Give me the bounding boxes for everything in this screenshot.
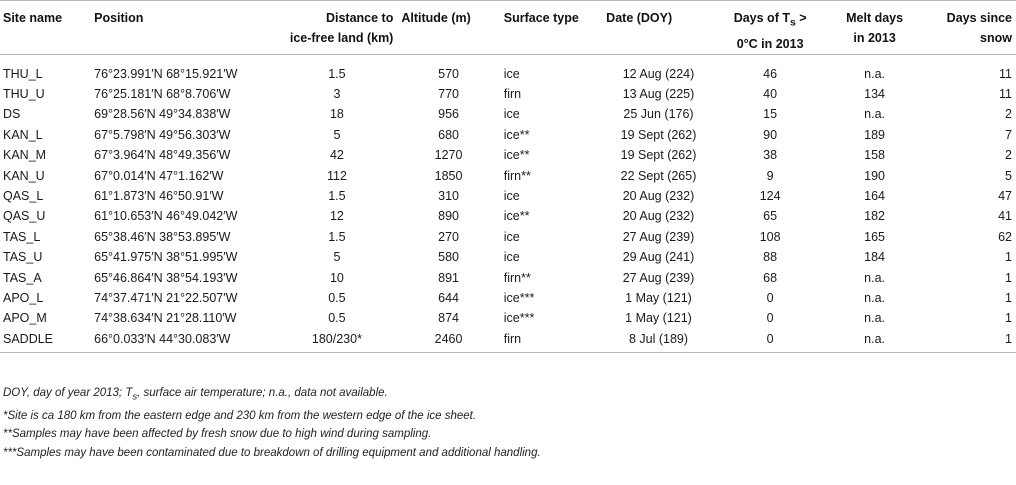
cell-site-name: QAS_L bbox=[3, 189, 44, 204]
cell-surface-type: ice bbox=[503, 250, 520, 265]
cell-date: 20 Aug (232) bbox=[622, 189, 695, 204]
cell-date: 27 Aug (239) bbox=[622, 229, 695, 244]
cell-site-name: QAS_U bbox=[3, 209, 46, 224]
cell-distance: 10 bbox=[329, 270, 344, 285]
cell-altitude: 644 bbox=[438, 290, 459, 305]
cell-altitude: 1270 bbox=[434, 148, 463, 163]
header-days-ts: Days of $T_s$ > 0°C in 2013 bbox=[715, 1, 826, 55]
cell-melt-days: 182 bbox=[864, 209, 886, 224]
cell-days-since-snow: 2 bbox=[1005, 148, 1012, 163]
cell-position: 65°41.975′N 38°51.995′W bbox=[94, 250, 238, 265]
cell-days-since-snow: 11 bbox=[999, 87, 1012, 102]
cell-position: 67°5.798′N 49°56.303′W bbox=[94, 127, 231, 142]
cell-melt-days: n.a. bbox=[864, 311, 886, 326]
header-row bbox=[0, 1, 1016, 55]
cell-date: 19 Sept (262) bbox=[620, 148, 697, 163]
cell-altitude: 2460 bbox=[397, 329, 499, 353]
footnote-double-star: **Samples may have been affected by fresh snow due to high wind during sampling. bbox=[3, 428, 432, 441]
cell-altitude: 570 bbox=[438, 66, 459, 81]
cell-melt-days: 165 bbox=[864, 229, 886, 244]
cell-melt-days: n.a. bbox=[864, 270, 886, 285]
cell-surface-type: ice** bbox=[503, 209, 530, 224]
cell-days-since-snow: 2 bbox=[1005, 107, 1012, 122]
cell-position: 74°37.471′N 21°22.507′W bbox=[94, 290, 238, 305]
cell-days-ts: 0 bbox=[766, 290, 774, 305]
table-row bbox=[0, 308, 1016, 328]
cell-melt-days: 164 bbox=[864, 189, 886, 204]
cell-melt-days: 189 bbox=[864, 127, 886, 142]
header-date: Date (DOY) bbox=[602, 1, 715, 55]
cell-distance: 42 bbox=[329, 148, 344, 163]
table-row bbox=[0, 165, 1016, 185]
cell-date: 13 Aug (225) bbox=[622, 87, 695, 102]
footnote-single-star: *Site is ca 180 km from the eastern edge and 230 km from the western edge of the ice sheet. bbox=[3, 409, 477, 422]
table-row bbox=[0, 186, 1016, 206]
cell-surface-type: ice bbox=[503, 107, 520, 122]
cell-date: 8 Jul (189) bbox=[602, 329, 715, 353]
cell-days-ts: 46 bbox=[763, 66, 778, 81]
table-row bbox=[0, 64, 1016, 84]
cell-date: 27 Aug (239) bbox=[622, 270, 695, 285]
cell-altitude: 956 bbox=[438, 107, 459, 122]
table-footnotes bbox=[3, 384, 1003, 462]
table-row bbox=[0, 227, 1016, 247]
cell-position: 65°46.864′N 38°54.193′W bbox=[94, 270, 238, 285]
cell-surface-type: firn** bbox=[503, 270, 531, 285]
cell-position: 69°28.56′N 49°34.838′W bbox=[94, 107, 231, 122]
cell-days-ts: 0 bbox=[715, 329, 826, 353]
cell-days-ts: 40 bbox=[763, 87, 778, 102]
cell-site-name: KAN_L bbox=[3, 127, 43, 142]
cell-date: 25 Jun (176) bbox=[623, 107, 694, 122]
cell-position: 67°3.964′N 48°49.356′W bbox=[94, 148, 231, 163]
cell-position: 61°10.653′N 46°49.042′W bbox=[94, 209, 238, 224]
table-spacer bbox=[0, 54, 1016, 64]
cell-days-ts: 108 bbox=[759, 229, 781, 244]
cell-distance: 3 bbox=[333, 87, 341, 102]
cell-days-ts: 38 bbox=[763, 148, 778, 163]
cell-altitude: 890 bbox=[438, 209, 459, 224]
cell-surface-type: firn** bbox=[503, 168, 531, 183]
cell-days-since-snow: 41 bbox=[998, 209, 1012, 224]
cell-distance: 0.5 bbox=[328, 290, 346, 305]
table-row bbox=[0, 145, 1016, 165]
cell-days-since-snow: 62 bbox=[998, 229, 1012, 244]
cell-distance: 1.5 bbox=[328, 66, 346, 81]
header-days-since-snow: Days since snow bbox=[924, 1, 1016, 55]
cell-date: 20 Aug (232) bbox=[622, 209, 695, 224]
table-row bbox=[0, 267, 1016, 287]
cell-altitude: 310 bbox=[438, 189, 459, 204]
cell-melt-days: 184 bbox=[864, 250, 886, 265]
cell-surface-type: ice bbox=[503, 66, 520, 81]
cell-surface-type: ice bbox=[503, 189, 520, 204]
cell-position: 74°38.634′N 21°28.110′W bbox=[94, 311, 237, 326]
cell-days-since-snow: 1 bbox=[1005, 250, 1012, 265]
cell-date: 19 Sept (262) bbox=[620, 127, 697, 142]
cell-site-name: SADDLE bbox=[0, 329, 90, 353]
cell-days-ts: 0 bbox=[766, 311, 774, 326]
cell-site-name: KAN_U bbox=[3, 168, 45, 183]
cell-days-ts: 88 bbox=[763, 250, 778, 265]
cell-days-since-snow: 1 bbox=[1005, 270, 1012, 285]
cell-days-ts: 9 bbox=[766, 168, 774, 183]
cell-days-ts: 65 bbox=[763, 209, 778, 224]
cell-distance: 12 bbox=[329, 209, 344, 224]
table-row bbox=[0, 247, 1016, 267]
cell-surface-type: ice** bbox=[503, 148, 530, 163]
table-row bbox=[0, 206, 1016, 226]
cell-distance: 0.5 bbox=[328, 311, 346, 326]
footnote-triple-star: ***Samples may have been contaminated due to breakdown of drilling equipment and additional handling. bbox=[3, 446, 541, 459]
cell-position: 76°25.181′N 68°8.706′W bbox=[94, 87, 231, 102]
cell-surface-type: ice*** bbox=[503, 290, 535, 305]
cell-altitude: 680 bbox=[438, 127, 459, 142]
cell-position: 65°38.46′N 38°53.895′W bbox=[94, 229, 231, 244]
cell-surface-type: firn bbox=[500, 329, 602, 353]
table-row bbox=[0, 84, 1016, 104]
cell-distance: 1.5 bbox=[328, 229, 346, 244]
table-row bbox=[0, 288, 1016, 308]
header-position: Position bbox=[90, 1, 276, 55]
footnote-abbreviations: DOY, day of year 2013; $T_s$, surface air temperature; n.a., data not available. bbox=[3, 387, 388, 403]
cell-date: 22 Sept (265) bbox=[620, 168, 697, 183]
cell-surface-type: firn bbox=[503, 87, 522, 102]
cell-position: 66°0.033′N 44°30.083′W bbox=[90, 329, 276, 353]
cell-site-name: TAS_A bbox=[3, 270, 42, 285]
cell-days-since-snow: 1 bbox=[924, 329, 1016, 353]
cell-date: 12 Aug (224) bbox=[622, 66, 695, 81]
cell-days-since-snow: 11 bbox=[999, 66, 1012, 81]
cell-distance: 18 bbox=[329, 107, 344, 122]
cell-surface-type: ice*** bbox=[503, 311, 535, 326]
cell-melt-days: n.a. bbox=[864, 107, 886, 122]
cell-site-name: APO_M bbox=[3, 311, 47, 326]
cell-site-name: APO_L bbox=[3, 290, 44, 305]
cell-days-ts: 90 bbox=[763, 127, 778, 142]
cell-melt-days: 158 bbox=[864, 148, 886, 163]
cell-altitude: 1850 bbox=[434, 168, 463, 183]
cell-position: 67°0.014′N 47°1.162′W bbox=[94, 168, 224, 183]
cell-site-name: TAS_U bbox=[3, 250, 43, 265]
cell-melt-days: n.a. bbox=[825, 329, 923, 353]
cell-altitude: 891 bbox=[438, 270, 459, 285]
header-melt-days: Melt days in 2013 bbox=[825, 1, 923, 55]
cell-melt-days: n.a. bbox=[864, 66, 886, 81]
cell-distance: 180/230* bbox=[277, 329, 398, 353]
cell-altitude: 770 bbox=[438, 87, 459, 102]
cell-surface-type: ice** bbox=[503, 127, 530, 142]
cell-site-name: DS bbox=[3, 107, 21, 122]
cell-days-ts: 124 bbox=[759, 189, 781, 204]
table-row bbox=[0, 104, 1016, 124]
header-site-name: Site name bbox=[0, 1, 90, 55]
cell-days-since-snow: 1 bbox=[1005, 290, 1012, 305]
cell-site-name: THU_U bbox=[3, 87, 45, 102]
cell-altitude: 874 bbox=[438, 311, 459, 326]
cell-days-ts: 15 bbox=[763, 107, 778, 122]
cell-altitude: 270 bbox=[438, 229, 459, 244]
header-surface-type: Surface type bbox=[500, 1, 602, 55]
cell-date: 1 May (121) bbox=[625, 290, 692, 305]
cell-melt-days: 134 bbox=[864, 87, 886, 102]
cell-date: 1 May (121) bbox=[625, 311, 692, 326]
cell-melt-days: n.a. bbox=[864, 290, 886, 305]
cell-melt-days: 190 bbox=[864, 168, 886, 183]
cell-date: 29 Aug (241) bbox=[622, 250, 695, 265]
cell-distance: 1.5 bbox=[328, 189, 346, 204]
cell-days-since-snow: 47 bbox=[998, 189, 1012, 204]
cell-days-ts: 68 bbox=[763, 270, 778, 285]
header-distance: Distance to ice-free land (km) bbox=[277, 1, 398, 55]
cell-distance: 5 bbox=[333, 250, 341, 265]
cell-altitude: 580 bbox=[438, 250, 459, 265]
cell-days-since-snow: 5 bbox=[1005, 168, 1012, 183]
cell-distance: 112 bbox=[326, 168, 347, 183]
table-body bbox=[0, 54, 1016, 352]
cell-position: 76°23.991′N 68°15.921′W bbox=[94, 66, 238, 81]
table-row bbox=[0, 329, 1016, 353]
header-altitude: Altitude (m) bbox=[397, 1, 499, 55]
cell-site-name: TAS_L bbox=[3, 229, 41, 244]
cell-position: 61°1.873′N 46°50.91′W bbox=[94, 189, 224, 204]
cell-site-name: THU_L bbox=[3, 66, 43, 81]
cell-distance: 5 bbox=[333, 127, 341, 142]
cell-days-since-snow: 7 bbox=[1005, 127, 1012, 142]
cell-site-name: KAN_M bbox=[3, 148, 47, 163]
cell-days-since-snow: 1 bbox=[1005, 311, 1012, 326]
cell-surface-type: ice bbox=[503, 229, 520, 244]
table-row bbox=[0, 125, 1016, 145]
